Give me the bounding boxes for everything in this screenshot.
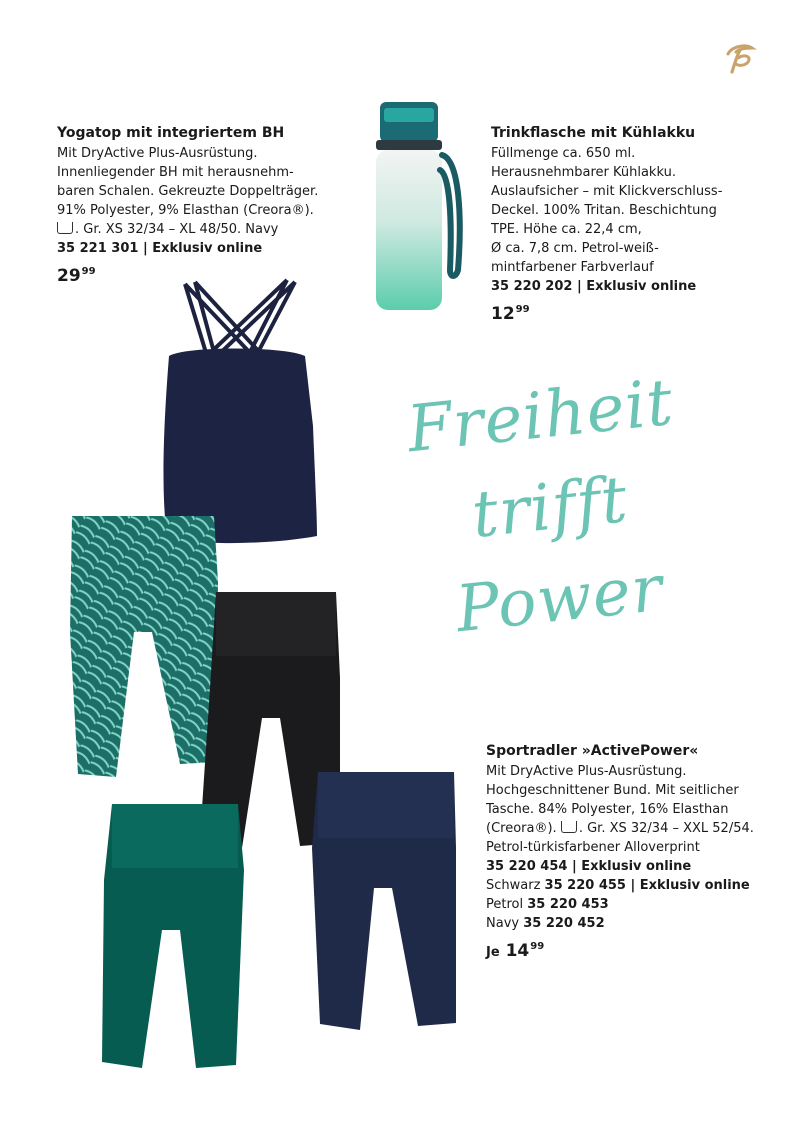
radler-price: Je $14^{99}$ (486, 941, 545, 961)
yogatop-price: $29^{99}$ (57, 266, 96, 286)
radler-variant: Schwarz 35 220 455 | Exklusiv online (486, 878, 750, 893)
flasche-price: $12^{99}$ (491, 304, 530, 324)
radler-size-line: (Creora®). . Gr. XS 32/34 – XXL 52/54. (486, 821, 754, 836)
yogatop-size-line: . Gr. XS 32/34 – XL 48/50. Navy (57, 220, 318, 239)
flasche-line: Ø ca. 7,8 cm. Petrol-weiß- (491, 241, 659, 256)
yogatop-line: Innenliegender BH mit herausnehm- (57, 165, 294, 180)
yogatop-article: 35 221 301 | Exklusiv online (57, 241, 263, 256)
yogatop-title: Yogatop mit integriertem BH (57, 125, 285, 141)
radler-title: Sportradler »ActivePower« (486, 743, 699, 759)
radler-description (486, 742, 754, 962)
slogan (386, 355, 713, 661)
flasche-article: 35 220 202 | Exklusiv online (491, 279, 697, 294)
flasche-line: Auslaufsicher – mit Klickverschluss- (491, 184, 723, 199)
flasche-line: TPE. Höhe ca. 22,4 cm, (491, 222, 642, 237)
yogatop-line: baren Schalen. Gekreuzte Doppelträger. (57, 184, 319, 199)
flasche-description (491, 124, 722, 324)
radler-line: Hochgeschnittener Bund. Mit seitlicher (486, 783, 739, 798)
flasche-title: Trinkflasche mit Kühlakku (491, 125, 696, 141)
slogan-line: trifft (468, 463, 632, 553)
slogan-line: Freiheit (403, 365, 677, 468)
radler-line: Petrol-türkisfarbener Alloverprint (486, 840, 700, 855)
trinkflasche-image[interactable] (370, 100, 465, 315)
wash-40-icon (561, 821, 577, 833)
radler-line: Tasche. 84% Polyester, 16% Elasthan (486, 802, 729, 817)
yogatop-line: Mit DryActive Plus-Ausrüstung. (57, 146, 258, 161)
flasche-line: Deckel. 100% Tritan. Beschichtung (491, 203, 717, 218)
radler-petrol-image[interactable] (98, 800, 246, 1072)
yogatop-description (57, 124, 318, 286)
radler-navy-image[interactable] (308, 768, 458, 1033)
flasche-line: Herausnehmbarer Kühlakku. (491, 165, 676, 180)
yogatop-image[interactable] (155, 276, 320, 548)
wash-40-icon (57, 222, 73, 234)
radler-variant: Petrol 35 220 453 (486, 897, 609, 912)
yogatop-line: 91% Polyester, 9% Elasthan (Creora®). (57, 203, 314, 218)
tchibo-logo-icon[interactable] (722, 40, 758, 76)
radler-variant: Navy 35 220 452 (486, 916, 605, 931)
slogan-line: Power (452, 551, 667, 648)
radler-article: 35 220 454 | Exklusiv online (486, 859, 692, 874)
radler-line: Mit DryActive Plus-Ausrüstung. (486, 764, 687, 779)
flasche-line: Füllmenge ca. 650 ml. (491, 146, 636, 161)
flasche-line: mintfarbener Farbverlauf (491, 260, 654, 275)
